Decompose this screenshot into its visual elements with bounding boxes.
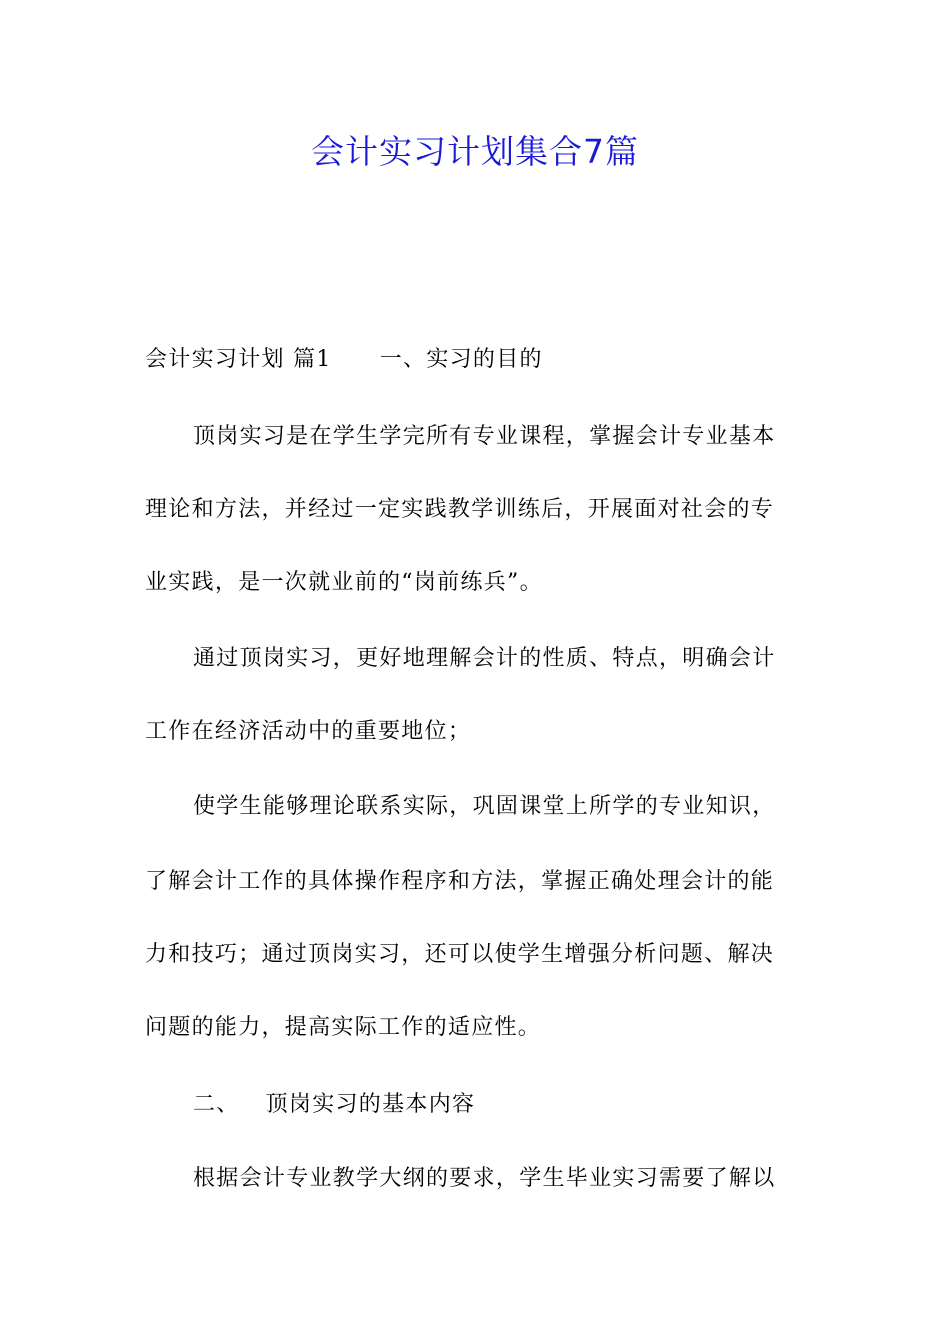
paragraph-line: 了解会计工作的具体操作程序和方法，掌握正确处理会计的能	[145, 869, 775, 894]
subheading-line	[145, 1089, 853, 1121]
paragraph-line: 顶岗实习是在学生学完所有专业课程，掌握会计专业基本	[193, 424, 776, 449]
document-title: 会计实习计划集合7篇	[311, 132, 639, 171]
paragraph-line: 问题的能力，提高实际工作的适应性。	[145, 1015, 542, 1040]
section-heading-line	[145, 344, 805, 376]
paragraph-line: 业实践，是一次就业前的“岗前练兵”。	[145, 570, 543, 595]
paragraph-line: 根据会计专业教学大纲的要求，学生毕业实习需要了解以	[193, 1166, 776, 1191]
section-label: 会计实习计划	[145, 347, 285, 372]
paragraph-line: 使学生能够理论联系实际，巩固课堂上所学的专业知识，	[193, 794, 776, 819]
paragraph-line: 通过顶岗实习，更好地理解会计的性质、特点，明确会计	[193, 646, 776, 671]
paragraph-line: 力和技巧；通过顶岗实习，还可以使学生增强分析问题、解决	[145, 942, 775, 967]
subheading-number: 二、	[193, 1092, 240, 1117]
paragraph-line: 工作在经济活动中的重要地位；	[145, 719, 472, 744]
paragraph-line: 理论和方法，并经过一定实践教学训练后，开展面对社会的专	[145, 497, 775, 522]
section-number: 篇1	[293, 347, 332, 372]
subheading-text: 顶岗实习的基本内容	[265, 1092, 476, 1117]
section-heading: 一、实习的目的	[379, 347, 543, 372]
